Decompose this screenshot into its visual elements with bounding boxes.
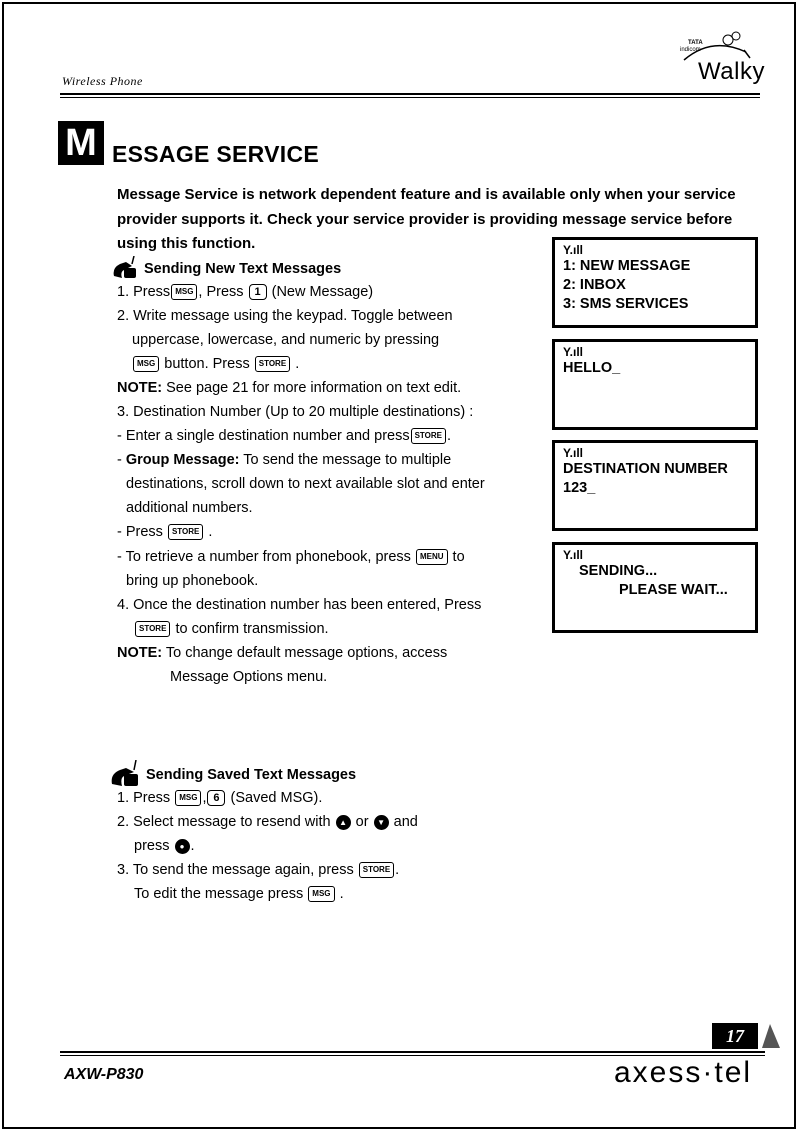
screen-line: SENDING...: [579, 563, 658, 579]
store-key-icon: STORE: [411, 428, 446, 444]
title-initial: M: [58, 121, 104, 165]
bullet-text: - To retrieve a number from phonebook, press: [117, 549, 411, 565]
step-text: 3. To send the message again, press: [117, 862, 354, 878]
note-text: See page 21 for more information on text edit.: [166, 380, 462, 396]
step-text: .: [395, 862, 400, 878]
note-text-edit: [117, 377, 461, 401]
step-text: 1. Press: [117, 284, 171, 300]
saved-step-3: [117, 859, 399, 883]
key-6-icon: 6: [207, 790, 225, 806]
saved-messages-heading-text: Sending Saved Text Messages: [146, 766, 357, 783]
new-step-4-line2: [134, 618, 329, 642]
step-text: to confirm transmission.: [175, 621, 329, 637]
phone-screen-sending: [552, 542, 758, 633]
screen-line: 123_: [563, 480, 596, 496]
bullet-group-message-line2: destinations, scroll down to next available slot and enter: [126, 476, 485, 492]
screen-line: 1: NEW MESSAGE: [563, 258, 691, 274]
brand-logo: axess·tel: [614, 1056, 753, 1089]
scroll-down-key-icon: ▼: [374, 815, 389, 830]
signal-strength-icon: Y.ıll: [563, 345, 584, 359]
bullet-lead: -: [117, 452, 126, 468]
bullet-text: .: [447, 428, 452, 444]
step-text: (New Message): [271, 284, 374, 300]
saved-step-3-line2: [134, 883, 344, 907]
msg-key-icon: MSG: [308, 886, 334, 902]
step-text: , Press: [198, 284, 244, 300]
step-text: .: [339, 886, 344, 902]
bullet-group-message-line3: additional numbers.: [126, 500, 253, 516]
saved-step-2-line2: [134, 835, 195, 859]
step-text: or: [355, 814, 369, 830]
store-key-icon: STORE: [168, 524, 203, 540]
bullet-group-message: [117, 449, 451, 473]
bullet-text: - Press: [117, 524, 163, 540]
key-1-icon: 1: [249, 284, 267, 300]
page-title: ESSAGE SERVICE: [112, 141, 320, 167]
step-text: ,: [202, 790, 207, 806]
step-text: press: [134, 838, 170, 854]
signal-strength-icon: Y.ıll: [563, 446, 584, 460]
step-text: 2. Select message to resend with: [117, 814, 331, 830]
msg-key-icon: MSG: [175, 790, 201, 806]
phone-screen-compose: [552, 339, 758, 430]
bullet-text: - Enter a single destination number and press: [117, 428, 410, 444]
store-key-icon: STORE: [359, 862, 394, 878]
bullet-phonebook: [117, 546, 465, 570]
note-text: To change default message options, access: [165, 645, 448, 661]
bullet-text: to: [452, 549, 465, 565]
header-rule: [60, 93, 760, 95]
step-text: .: [295, 356, 300, 372]
bullet-phonebook-line2: bring up phonebook.: [126, 573, 259, 589]
footer-rule: [60, 1051, 765, 1053]
signal-strength-icon: Y.ıll: [563, 548, 584, 562]
screen-line: HELLO_: [563, 360, 621, 376]
step-text: .: [190, 838, 195, 854]
phone-handset-icon: [110, 256, 140, 282]
bullet-text: To send the message to multiple: [243, 452, 452, 468]
header-section-label: Wireless Phone: [62, 74, 143, 88]
store-key-icon: STORE: [135, 621, 170, 637]
logo-product: Walky: [698, 58, 765, 85]
step-text: 1. Press: [117, 790, 171, 806]
new-messages-heading-text: Sending New Text Messages: [144, 260, 342, 277]
msg-key-icon: MSG: [171, 284, 197, 300]
bullet-press-store: [117, 521, 212, 545]
step-text: and: [393, 814, 418, 830]
walky-logo: [650, 28, 765, 90]
bullet-single-destination: [117, 425, 451, 449]
intro-paragraph: Message Service is network dependent feature and is available only when your service provider supports it. Check your service provider is providing message service before using this function.: [117, 186, 736, 252]
screen-line: 3: SMS SERVICES: [563, 296, 689, 312]
screen-line: PLEASE WAIT...: [619, 582, 728, 598]
ok-key-icon: ●: [175, 839, 190, 854]
scroll-up-key-icon: ▲: [336, 815, 351, 830]
note-message-options: [117, 642, 447, 666]
new-step-1: [117, 281, 373, 305]
logo-brand: TATA: [688, 40, 703, 46]
note-label: NOTE:: [117, 380, 163, 396]
step-text: (Saved MSG).: [230, 790, 323, 806]
bullet-text: .: [208, 524, 213, 540]
page-corner-decoration-icon: [760, 1022, 782, 1050]
bullet-label: Group Message:: [125, 452, 240, 468]
new-step-2-line3: [132, 353, 299, 377]
saved-step-2: [117, 811, 418, 835]
new-step-2-line1: 2. Write message using the keypad. Toggle between: [117, 308, 453, 324]
msg-key-icon: MSG: [133, 356, 159, 372]
logo-sub: indicom: [680, 47, 701, 53]
header-rule-thin: [60, 97, 760, 98]
note-message-options-line2: Message Options menu.: [170, 669, 328, 685]
new-messages-heading: [110, 256, 341, 282]
step-text: button. Press: [164, 356, 250, 372]
new-step-4-line1: 4. Once the destination number has been entered, Press: [117, 597, 482, 613]
phone-screen-menu: [552, 237, 758, 328]
step-text: To edit the message press: [134, 886, 304, 902]
new-step-3: 3. Destination Number (Up to 20 multiple destinations) :: [117, 404, 474, 420]
signal-strength-icon: Y.ıll: [563, 243, 584, 257]
saved-step-1: [117, 787, 322, 811]
phone-handset-icon: [108, 760, 142, 790]
page-number: 17: [712, 1023, 758, 1049]
screen-line: DESTINATION NUMBER: [563, 461, 728, 477]
note-label: NOTE:: [117, 645, 163, 661]
screen-line: 2: INBOX: [563, 277, 626, 293]
menu-key-icon: MENU: [416, 549, 448, 565]
phone-screen-destination: [552, 440, 758, 531]
new-step-2-line2: uppercase, lowercase, and numeric by pressing: [132, 332, 440, 348]
saved-messages-heading: [108, 760, 356, 790]
model-number: AXW-P830: [64, 1066, 144, 1083]
store-key-icon: STORE: [255, 356, 290, 372]
